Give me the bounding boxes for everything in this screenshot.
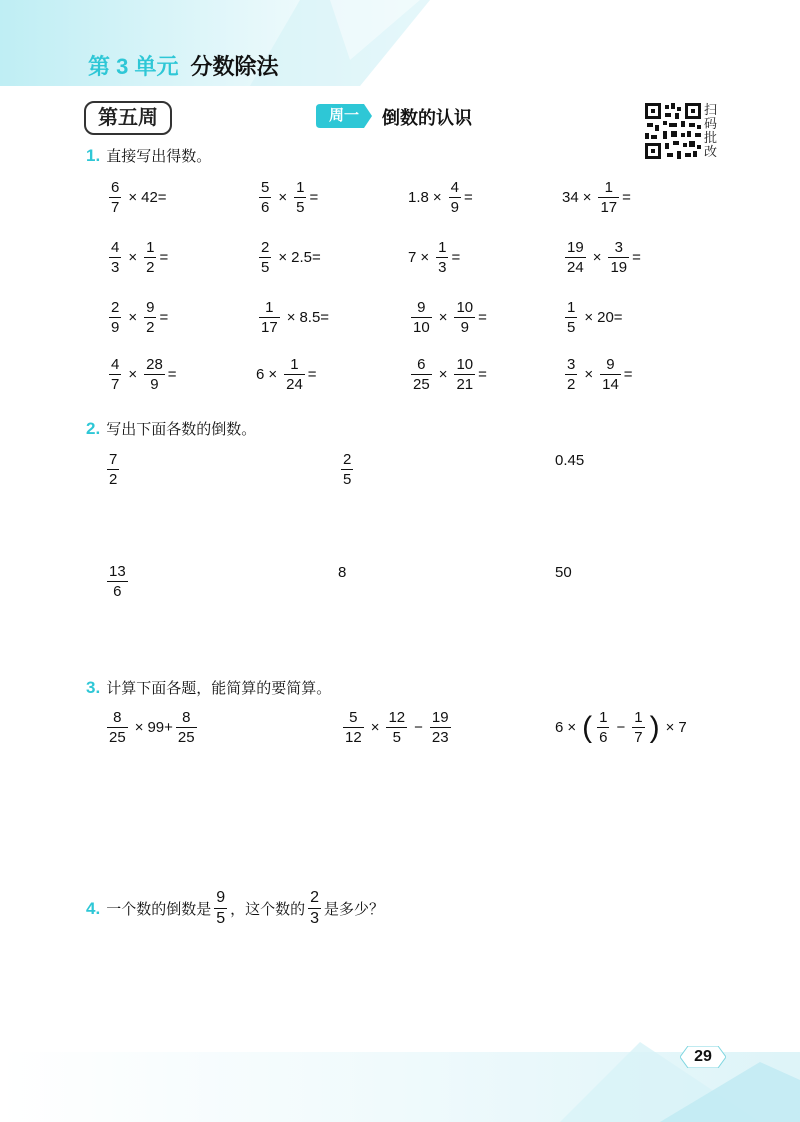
math-text: 50 — [555, 564, 572, 581]
denominator: 5 — [343, 471, 352, 488]
fraction-bar — [109, 257, 121, 258]
denominator: 25 — [413, 376, 430, 393]
denominator: 2 — [109, 471, 118, 488]
fraction — [214, 890, 227, 927]
parenthesis: ) — [649, 710, 660, 744]
unit-topic: 分数除法 — [190, 54, 279, 79]
denominator: 19 — [610, 259, 628, 276]
fraction — [109, 300, 121, 335]
scan-caption-char: 码 — [704, 116, 718, 131]
math-problem — [555, 452, 584, 469]
math-text: = — [159, 249, 169, 266]
numerator: 1 — [265, 299, 274, 316]
denominator: 17 — [261, 319, 278, 336]
fraction — [107, 564, 128, 599]
question-3-heading — [86, 677, 331, 698]
math-text: 6 — [555, 719, 564, 736]
question-text: 写出下面各数的倒数。 — [106, 421, 257, 438]
fraction — [144, 300, 156, 335]
fraction-bar — [454, 374, 475, 375]
question-2-heading — [86, 418, 256, 439]
fraction-bar — [259, 317, 280, 318]
math-problem — [106, 240, 168, 275]
numerator: 1 — [604, 179, 613, 196]
denominator: 5 — [296, 199, 305, 216]
denominator: 9 — [460, 319, 469, 336]
fraction-bar — [597, 727, 609, 728]
numerator: 4 — [111, 239, 120, 256]
question-number: 2. — [86, 419, 101, 438]
numerator: 2 — [261, 239, 270, 256]
operator: × — [278, 249, 288, 266]
math-problem — [562, 180, 631, 215]
math-problem — [408, 300, 487, 335]
operator: × — [370, 719, 380, 736]
scan-caption-char: 批 — [704, 130, 718, 145]
question-number: 1. — [86, 146, 101, 165]
math-text: = — [623, 366, 633, 383]
day-title: 倒数的认识 — [382, 108, 472, 128]
denominator: 25 — [177, 729, 195, 746]
denominator: 17 — [600, 199, 618, 216]
operator: × — [268, 366, 278, 383]
fraction — [632, 710, 644, 745]
question-text: 直接写出得数。 — [106, 148, 212, 165]
math-problem — [408, 240, 460, 275]
fraction — [454, 357, 475, 392]
math-text: 34 — [562, 189, 579, 206]
numerator: 4 — [450, 179, 459, 196]
math-problem — [562, 240, 641, 275]
math-text: 2.5= — [291, 249, 321, 266]
parenthesis: ( — [582, 710, 593, 744]
operator: × — [128, 366, 138, 383]
operator: × — [584, 366, 594, 383]
question-4-line — [86, 890, 384, 927]
numerator: 6 — [417, 356, 426, 373]
fraction — [259, 180, 271, 215]
fraction-bar — [109, 197, 121, 198]
math-problem — [256, 357, 317, 392]
operator: × — [128, 249, 138, 266]
fraction — [386, 710, 407, 745]
fraction — [341, 452, 353, 487]
fraction-bar — [107, 469, 119, 470]
fraction — [430, 710, 451, 745]
math-problem — [338, 452, 356, 487]
math-text: 42= — [141, 189, 167, 206]
fraction-bar — [411, 374, 432, 375]
denominator: 14 — [602, 376, 619, 393]
math-problem — [340, 710, 454, 745]
fraction-bar — [565, 317, 577, 318]
operator: × — [665, 719, 675, 736]
fraction — [109, 357, 121, 392]
question-number: 4. — [86, 898, 101, 918]
math-text: 7 — [678, 719, 687, 736]
math-problem — [256, 180, 318, 215]
math-text: 0.45 — [555, 452, 585, 469]
operator: × — [278, 189, 288, 206]
math-problem — [106, 357, 177, 392]
fraction-bar — [308, 908, 321, 909]
numerator: 7 — [109, 451, 118, 468]
unit-number: 第 3 单元 — [88, 54, 179, 79]
operator: × — [432, 189, 442, 206]
denominator: 10 — [413, 319, 430, 336]
numerator: 9 — [146, 299, 155, 316]
fraction-bar — [109, 374, 121, 375]
operator: × — [582, 189, 592, 206]
denominator: 2 — [146, 259, 155, 276]
math-text: ，这个数的 — [230, 901, 306, 918]
fraction-bar — [430, 727, 451, 728]
math-text: = — [478, 309, 487, 326]
math-problem — [106, 300, 168, 335]
fraction — [411, 357, 432, 392]
fraction-bar — [565, 257, 586, 258]
fraction-bar — [565, 374, 577, 375]
math-problem — [104, 710, 200, 745]
fraction — [608, 240, 629, 275]
math-problem — [104, 452, 122, 487]
scan-caption-char: 改 — [704, 144, 718, 159]
fraction — [176, 710, 197, 745]
math-problem — [256, 240, 321, 275]
numerator: 3 — [567, 356, 576, 373]
question-1-heading — [86, 145, 211, 166]
scan-caption-char: 扫 — [704, 102, 718, 117]
fraction — [565, 240, 586, 275]
fraction — [107, 452, 119, 487]
math-problem — [555, 564, 572, 581]
numerator: 1 — [290, 356, 299, 373]
fraction-bar — [343, 727, 364, 728]
numerator: 6 — [111, 179, 120, 196]
fraction-bar — [411, 317, 432, 318]
math-problem — [562, 357, 633, 392]
math-text: 一个数的倒数是 — [106, 901, 212, 918]
denominator: 12 — [345, 729, 362, 746]
numerator: 1 — [146, 239, 155, 256]
fraction — [449, 180, 461, 215]
numerator: 2 — [310, 889, 320, 906]
math-text: 20= — [597, 309, 623, 326]
scan-caption — [704, 103, 718, 159]
operator: × — [134, 719, 144, 736]
operator: × — [592, 249, 602, 266]
fraction — [454, 300, 475, 335]
operator: × — [438, 366, 448, 383]
fraction-bar — [107, 727, 128, 728]
math-problem — [104, 564, 131, 599]
denominator: 7 — [111, 199, 120, 216]
denominator: 7 — [634, 729, 643, 746]
denominator: 6 — [261, 199, 270, 216]
fraction-bar — [144, 374, 165, 375]
fraction — [565, 357, 577, 392]
numerator: 28 — [146, 356, 163, 373]
qr-code-icon[interactable] — [645, 103, 701, 159]
math-problem — [408, 357, 487, 392]
numerator: 9 — [216, 889, 226, 906]
math-text: = — [309, 189, 319, 206]
numerator: 10 — [456, 299, 474, 316]
fraction-bar — [598, 197, 619, 198]
operator: × — [420, 249, 430, 266]
math-problem — [555, 710, 687, 745]
unit-title — [88, 50, 278, 81]
operator: × — [128, 189, 138, 206]
operator: × — [567, 719, 577, 736]
fraction-bar — [454, 317, 475, 318]
denominator: 2 — [146, 319, 155, 336]
numerator: 1 — [599, 709, 608, 726]
fraction-bar — [259, 197, 271, 198]
numerator: 1 — [438, 239, 447, 256]
denominator: 24 — [286, 376, 303, 393]
fraction-bar — [449, 197, 461, 198]
fraction — [598, 180, 619, 215]
math-text: 6 — [256, 366, 265, 383]
denominator: 5 — [392, 729, 401, 746]
numerator: 1 — [296, 179, 305, 196]
fraction-bar — [600, 374, 621, 375]
math-problem — [408, 180, 473, 215]
math-text: 99+ — [147, 719, 173, 736]
fraction — [294, 180, 306, 215]
numerator: 1 — [567, 299, 576, 316]
fraction-bar — [176, 727, 197, 728]
math-text: = — [159, 309, 169, 326]
math-text: = — [307, 366, 317, 383]
math-problem — [256, 300, 329, 335]
fraction — [411, 300, 432, 335]
denominator: 23 — [431, 729, 449, 746]
math-text: = — [463, 189, 473, 206]
numerator: 2 — [343, 451, 352, 468]
numerator: 8 — [182, 709, 191, 726]
numerator: 19 — [431, 709, 449, 726]
day-label: 周一 — [328, 107, 359, 124]
numerator: 9 — [606, 356, 615, 373]
fraction — [259, 240, 271, 275]
numerator: 8 — [113, 709, 122, 726]
denominator: 6 — [599, 729, 608, 746]
fraction-bar — [284, 374, 305, 375]
math-text: = — [451, 249, 461, 266]
fraction-bar — [294, 197, 306, 198]
fraction — [284, 357, 305, 392]
denominator: 3 — [438, 259, 447, 276]
numerator: 3 — [614, 239, 623, 256]
numerator: 10 — [456, 356, 474, 373]
fraction — [109, 240, 121, 275]
fraction — [109, 180, 121, 215]
fraction — [600, 357, 621, 392]
math-problem — [106, 180, 167, 215]
denominator: 9 — [111, 319, 120, 336]
fraction — [144, 357, 165, 392]
denominator: 5 — [216, 910, 226, 927]
fraction-bar — [109, 317, 121, 318]
numerator: 5 — [349, 709, 358, 726]
numerator: 5 — [261, 179, 270, 196]
question-number: 3. — [86, 678, 101, 697]
numerator: 9 — [417, 299, 426, 316]
denominator: 9 — [150, 376, 159, 393]
fraction — [597, 710, 609, 745]
math-text: 是多少？ — [324, 901, 385, 918]
fraction-bar — [608, 257, 629, 258]
math-problem — [562, 300, 623, 335]
math-text: 1.8 — [408, 189, 429, 206]
math-text: 8 — [338, 564, 347, 581]
math-text: 8.5= — [299, 309, 330, 326]
fraction — [107, 710, 128, 745]
numerator: 13 — [109, 563, 126, 580]
fraction — [343, 710, 364, 745]
denominator: 21 — [456, 376, 474, 393]
denominator: 3 — [111, 259, 120, 276]
math-text: = — [167, 366, 177, 383]
denominator: 7 — [111, 376, 120, 393]
fraction-bar — [259, 257, 271, 258]
math-text: = — [622, 189, 631, 206]
numerator: 19 — [567, 239, 584, 256]
fraction — [436, 240, 448, 275]
denominator: 3 — [310, 910, 320, 927]
denominator: 5 — [567, 319, 576, 336]
fraction-bar — [386, 727, 407, 728]
fraction — [259, 300, 280, 335]
fraction — [308, 890, 321, 927]
fraction — [144, 240, 156, 275]
page-number: 29 — [694, 1048, 712, 1065]
denominator: 25 — [109, 729, 126, 746]
operator: − — [414, 719, 423, 736]
numerator: 2 — [111, 299, 120, 316]
numerator: 12 — [388, 709, 406, 726]
denominator: 5 — [261, 259, 270, 276]
denominator: 24 — [567, 259, 584, 276]
numerator: 4 — [111, 356, 120, 373]
operator: × — [286, 309, 296, 326]
operator: − — [616, 719, 626, 736]
operator: × — [584, 309, 594, 326]
fraction-bar — [144, 317, 156, 318]
denominator: 2 — [567, 376, 576, 393]
denominator: 9 — [450, 199, 459, 216]
math-problem — [338, 564, 346, 581]
fraction — [565, 300, 577, 335]
week-badge: 第五周 — [84, 101, 172, 135]
math-text: = — [632, 249, 641, 266]
fraction-bar — [436, 257, 448, 258]
math-text: = — [478, 366, 487, 383]
fraction-bar — [341, 469, 353, 470]
fraction-bar — [107, 581, 128, 582]
fraction-bar — [144, 257, 156, 258]
operator: × — [128, 309, 138, 326]
denominator: 6 — [113, 583, 122, 600]
fraction-bar — [214, 908, 227, 909]
math-text: 7 — [408, 249, 417, 266]
question-text: 计算下面各题，能简算的要简算。 — [106, 680, 332, 697]
numerator: 1 — [634, 709, 643, 726]
operator: × — [438, 309, 448, 326]
fraction-bar — [632, 727, 644, 728]
